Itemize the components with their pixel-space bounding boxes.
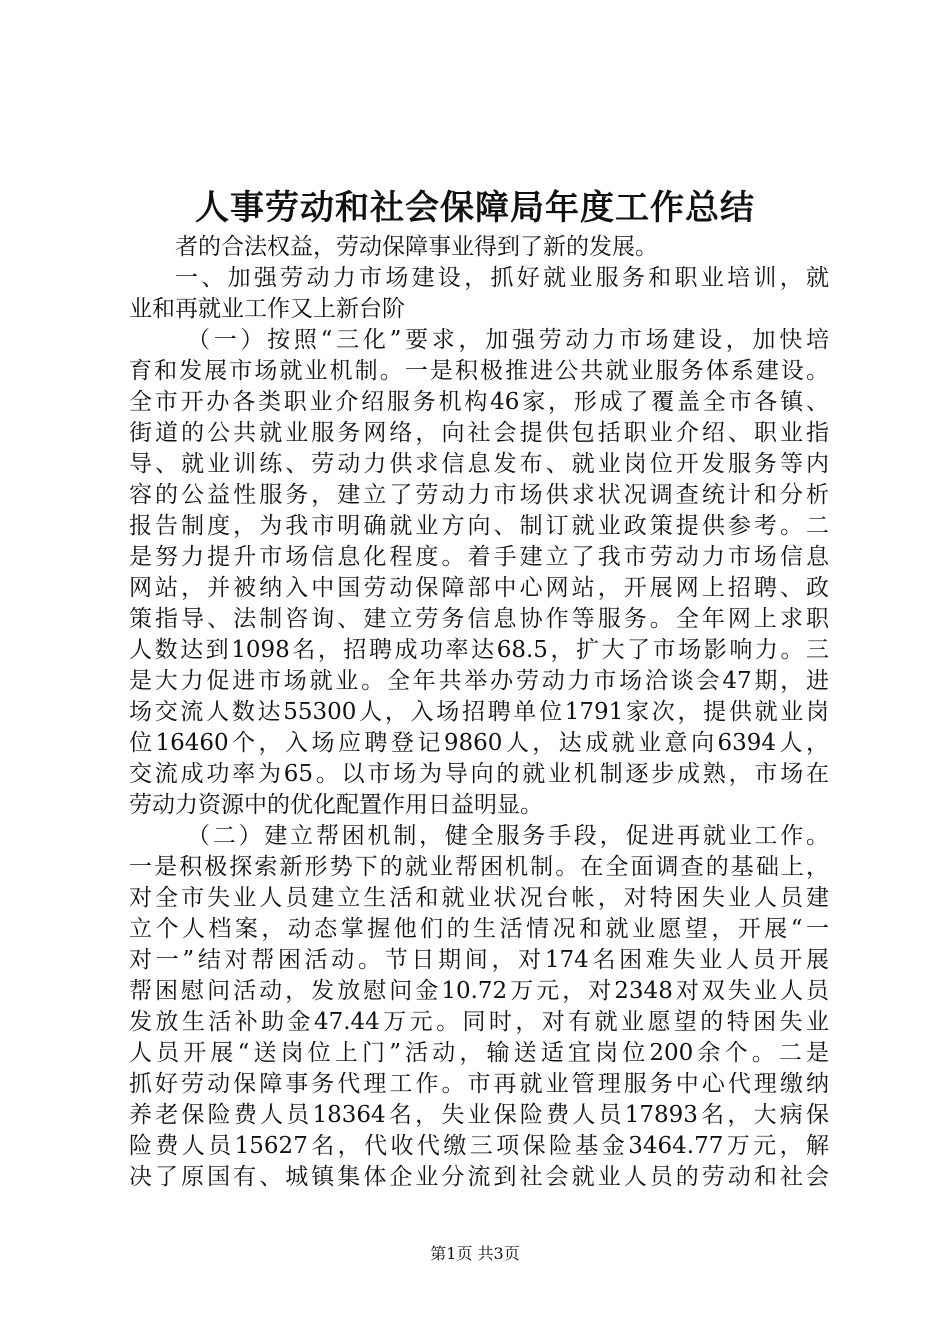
- body-line: 一是积极探索新形势下的就业帮困机制。在全面调查的基础上，: [129, 854, 829, 880]
- body-line: 网站，并被纳入中国劳动保障部中心网站，开展网上招聘、政: [129, 575, 829, 601]
- body-line: 是大力促进市场就业。全年共举办劳动力市场洽谈会47期，进: [129, 668, 829, 694]
- page-footer: 第1页 共3页: [430, 1244, 520, 1263]
- body-line: 育和发展市场就业机制。一是积极推进公共就业服务体系建设。: [129, 358, 829, 384]
- body-line: 养老保险费人员18364名，失业保险费人员17893名，大病保: [129, 1102, 829, 1128]
- body-line: 立个人档案，动态掌握他们的生活情况和就业愿望，开展“一: [129, 916, 829, 942]
- document-title: 人事劳动和社会保障局年度工作总结: [195, 188, 755, 228]
- body-line: 帮困慰问活动，发放慰问金10.72万元，对2348对双失业人员: [129, 978, 829, 1004]
- body-line: 对一”结对帮困活动。节日期间，对174名困难失业人员开展: [129, 947, 829, 973]
- body-line: 导、就业训练、劳动力供求信息发布、就业岗位开发服务等内: [129, 451, 829, 477]
- body-line: 险费人员15627名，代收代缴三项保险基金3464.77万元，解: [129, 1133, 829, 1159]
- body-line: 报告制度，为我市明确就业方向、制订就业政策提供参考。二: [129, 513, 829, 539]
- body-line: 劳动力资源中的优化配置作用日益明显。: [129, 792, 543, 818]
- body-line: 决了原国有、城镇集体企业分流到社会就业人员的劳动和社会: [129, 1164, 829, 1190]
- body-line: 业和再就业工作又上新台阶: [129, 296, 405, 322]
- body-line: 抓好劳动保障事务代理工作。市再就业管理服务中心代理缴纳: [129, 1071, 829, 1097]
- body-line: 场交流人数达55300人，入场招聘单位1791家次，提供就业岗: [129, 699, 829, 725]
- body-line: 街道的公共就业服务网络，向社会提供包括职业介绍、职业指: [129, 420, 829, 446]
- body-line: （一）按照“三化”要求，加强劳动力市场建设，加快培: [187, 327, 829, 353]
- body-line: 发放生活补助金47.44万元。同时，对有就业愿望的特困失业: [129, 1009, 829, 1035]
- body-line: 人数达到1098名，招聘成功率达68.5，扩大了市场影响力。三: [129, 637, 829, 663]
- body-line: 位16460个，入场应聘登记9860人，达成就业意向6394人，: [129, 730, 829, 756]
- body-line: 全市开办各类职业介绍服务机构46家，形成了覆盖全市各镇、: [129, 389, 829, 415]
- body-line: 一、加强劳动力市场建设，抓好就业服务和职业培训，就: [175, 265, 829, 291]
- body-line: 策指导、法制咨询、建立劳务信息协作等服务。全年网上求职: [129, 606, 829, 632]
- body-line: 容的公益性服务，建立了劳动力市场供求状况调查统计和分析: [129, 482, 829, 508]
- document-body: [129, 232, 829, 1193]
- body-line: 对全市失业人员建立生活和就业状况台帐，对特困失业人员建: [129, 885, 829, 911]
- body-line: 人员开展“送岗位上门”活动，输送适宜岗位200余个。二是: [129, 1040, 829, 1066]
- body-line: （二）建立帮困机制，健全服务手段，促进再就业工作。: [187, 823, 829, 849]
- body-line: 交流成功率为65。以市场为导向的就业机制逐步成熟，市场在: [129, 761, 829, 787]
- body-line: 者的合法权益，劳动保障事业得到了新的发展。: [175, 234, 658, 260]
- body-line: 是努力提升市场信息化程度。着手建立了我市劳动力市场信息: [129, 544, 829, 570]
